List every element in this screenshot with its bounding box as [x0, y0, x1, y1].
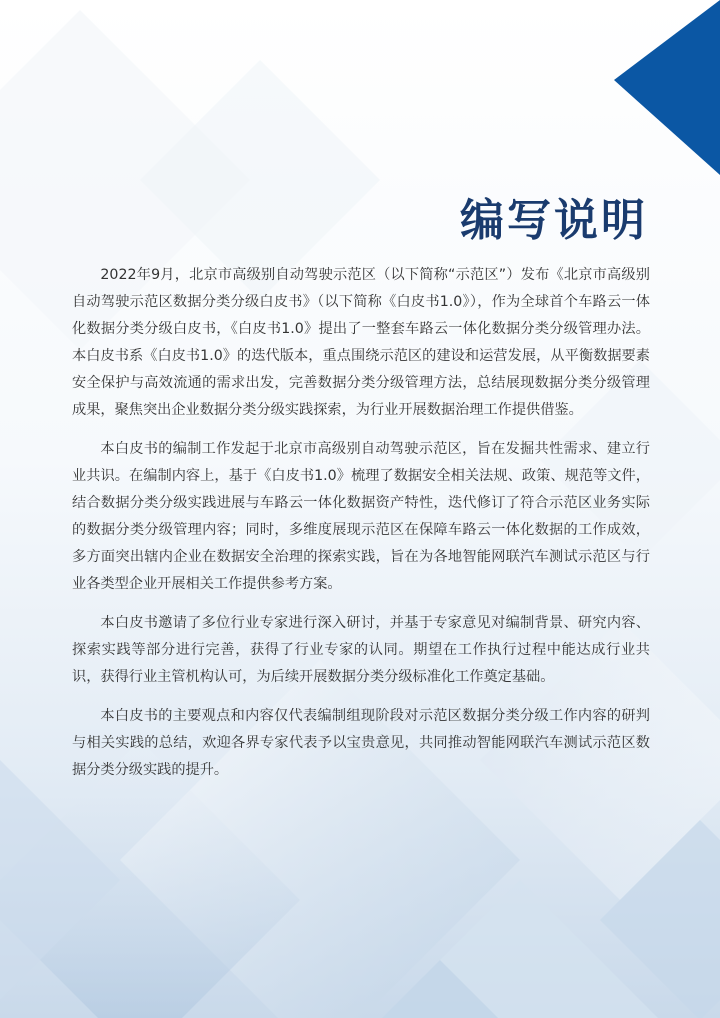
- body-text: [72, 262, 650, 796]
- paragraph-1: 2022年9月，北京市高级别自动驾驶示范区（以下简称“示范区”）发布《北京市高级别自动驾驶示范区数据分类分级白皮书》（以下简称《白皮书1.0》），作为全球首个车路云一体化数据分类分级白皮书，《白皮书1.0》提出了一整套车路云一体化数据分类分级管理办法。本白皮书系《白皮书1.0》的迭代版本，重点围绕示范区的建设和运营发展，从平衡数据要素安全保护与高效流通的需求出发，完善数据分类分级管理方法，总结展现数据分类分级管理成果，聚焦突出企业数据分类分级实践探索，为行业开展数据治理工作提供借鉴。: [72, 267, 650, 418]
- paragraph-4: 本白皮书的主要观点和内容仅代表编制组现阶段对示范区数据分类分级工作内容的研判与相关实践的总结，欢迎各界专家代表予以宝贵意见，共同推动智能网联汽车测试示范区数据分类分级实践的提升。: [72, 708, 650, 778]
- page-title: 编写说明: [460, 195, 648, 246]
- paragraph-3: 本白皮书邀请了多位行业专家进行深入研讨，并基于专家意见对编制背景、研究内容、探索实践等部分进行完善，获得了行业专家的认同。期望在工作执行过程中能达成行业共识，获得行业主管机构认可，为后续开展数据分类分级标准化工作奠定基础。: [72, 615, 650, 685]
- paragraph-2: 本白皮书的编制工作发起于北京市高级别自动驾驶示范区，旨在发掘共性需求、建立行业共识。在编制内容上，基于《白皮书1.0》梳理了数据安全相关法规、政策、规范等文件，结合数据分类分级实践进展与车路云一体化数据资产特性，迭代修订了符合示范区业务实际的数据分类分级管理内容；同时，多维度展现示范区在保障车路云一体化数据的工作成效，多方面突出辖内企业在数据安全治理的探索实践，旨在为各地智能网联汽车测试示范区与行业各类型企业开展相关工作提供参考方案。: [72, 441, 650, 592]
